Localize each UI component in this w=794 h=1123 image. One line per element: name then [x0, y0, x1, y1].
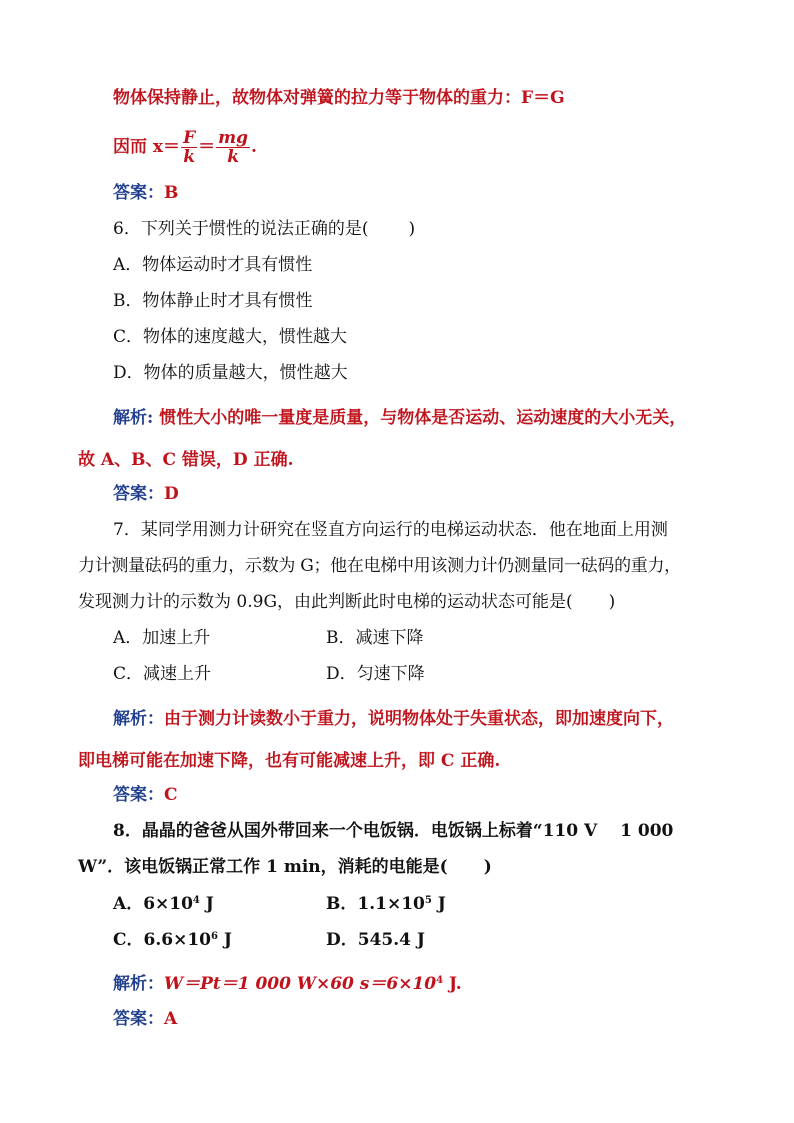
q8-option-a — [113, 892, 214, 916]
q7-stem-text: 发现测力计的示数为 0.9G，由此判断此时电梯的运动状态可能是( — [78, 592, 573, 612]
q8-stem-text: W”．该电饭锅正常工作 1 min，消耗的电能是( — [78, 857, 448, 877]
fraction-numerator: mg — [218, 128, 249, 148]
intro-line-2 — [113, 127, 257, 167]
q8-stem-line-1: 8．晶晶的爸爸从国外带回来一个电饭锅．电饭锅上标着“110 V 1 000 — [113, 821, 674, 841]
q7-option-a: A．加速上升 — [113, 628, 211, 648]
q6-option-d: D．物体的质量越大，惯性越大 — [113, 363, 348, 383]
option-exponent: 5 — [424, 895, 432, 906]
answer-value: D — [164, 484, 179, 504]
analysis-text: 惯性大小的唯一量度是质量，与物体是否运动、运动速度的大小无关， — [153, 408, 687, 428]
intro-line-2-suffix: . — [251, 137, 257, 157]
q6-stem-end: ) — [408, 219, 416, 239]
q6-stem — [113, 217, 415, 241]
fraction-denominator: k — [227, 147, 239, 167]
answer-label: 答案： — [113, 183, 164, 203]
option-text: C．6.6×10 — [113, 930, 212, 950]
analysis-label: 解析: — [113, 408, 154, 428]
option-unit: J — [431, 894, 446, 914]
analysis-label: 解析： — [113, 974, 164, 994]
q8-option-c — [113, 928, 232, 952]
q8-stem-line-2 — [78, 855, 492, 879]
fraction-denominator: k — [183, 147, 195, 167]
option-exponent: 6 — [211, 931, 218, 942]
fraction-mg-over-k — [216, 129, 250, 166]
q6-option-a: A．物体运动时才具有惯性 — [113, 255, 313, 275]
q6-analysis-line-1 — [113, 406, 686, 430]
fraction-numerator: F — [183, 128, 196, 148]
fraction-f-over-k — [181, 129, 197, 166]
q7-stem-line-2: 力计测量砝码的重力，示数为 G；他在电梯中用该测力计仍测量同一砝码的重力， — [78, 556, 681, 576]
q7-stem-line-1: 7．某同学用测力计研究在竖直方向运行的电梯运动状态．他在地面上用测 — [113, 520, 668, 540]
q6-option-b: B．物体静止时才具有惯性 — [113, 291, 313, 311]
q8-option-b — [326, 892, 446, 916]
q6-stem-text: 6．下列关于惯性的说法正确的是( — [113, 219, 369, 239]
q7-option-d: D．匀速下降 — [326, 664, 425, 684]
intro-line-1: 物体保持静止，故物体对弹簧的拉力等于物体的重力：F＝G — [113, 88, 565, 108]
intro-answer — [113, 181, 178, 205]
analysis-unit: J. — [443, 974, 462, 994]
option-text: A．6×10 — [113, 894, 193, 914]
q6-analysis-line-2: 故 A、B、C 错误，D 正确. — [78, 450, 294, 470]
q6-option-c: C．物体的速度越大，惯性越大 — [113, 327, 348, 347]
q8-option-d: D．545.4 J — [326, 930, 425, 950]
option-unit: J — [199, 894, 214, 914]
answer-label: 答案： — [113, 785, 164, 805]
answer-value: B — [164, 183, 179, 203]
q7-answer — [113, 783, 178, 807]
option-exponent: 4 — [192, 895, 200, 906]
analysis-text: 由于测力计读数小于重力，说明物体处于失重状态，即加速度向下， — [164, 709, 674, 729]
q7-option-b: B．减速下降 — [326, 628, 424, 648]
q7-stem-line-3 — [78, 590, 615, 614]
q8-analysis — [113, 972, 462, 996]
answer-value: C — [164, 785, 178, 805]
option-unit: J — [217, 930, 232, 950]
analysis-exponent: 4 — [436, 975, 444, 986]
answer-value: A — [164, 1009, 178, 1029]
q7-stem-end: ) — [608, 592, 616, 612]
option-text: B．1.1×10 — [326, 894, 425, 914]
analysis-text: W＝Pt＝1 000 W×60 s＝6×10 — [164, 974, 437, 994]
answer-label: 答案： — [113, 484, 164, 504]
q8-answer — [113, 1007, 177, 1031]
intro-line-2-prefix: 因而 x＝ — [113, 137, 181, 157]
q7-analysis-line-1 — [113, 707, 674, 731]
analysis-label: 解析： — [113, 709, 164, 729]
q8-stem-end: ) — [483, 857, 492, 877]
equals-sign: ＝ — [198, 137, 216, 157]
answer-label: 答案： — [113, 1009, 164, 1029]
q7-analysis-line-2: 即电梯可能在加速下降，也有可能减速上升，即 C 正确. — [78, 751, 501, 771]
q6-answer — [113, 482, 179, 506]
q7-option-c: C．减速上升 — [113, 664, 212, 684]
